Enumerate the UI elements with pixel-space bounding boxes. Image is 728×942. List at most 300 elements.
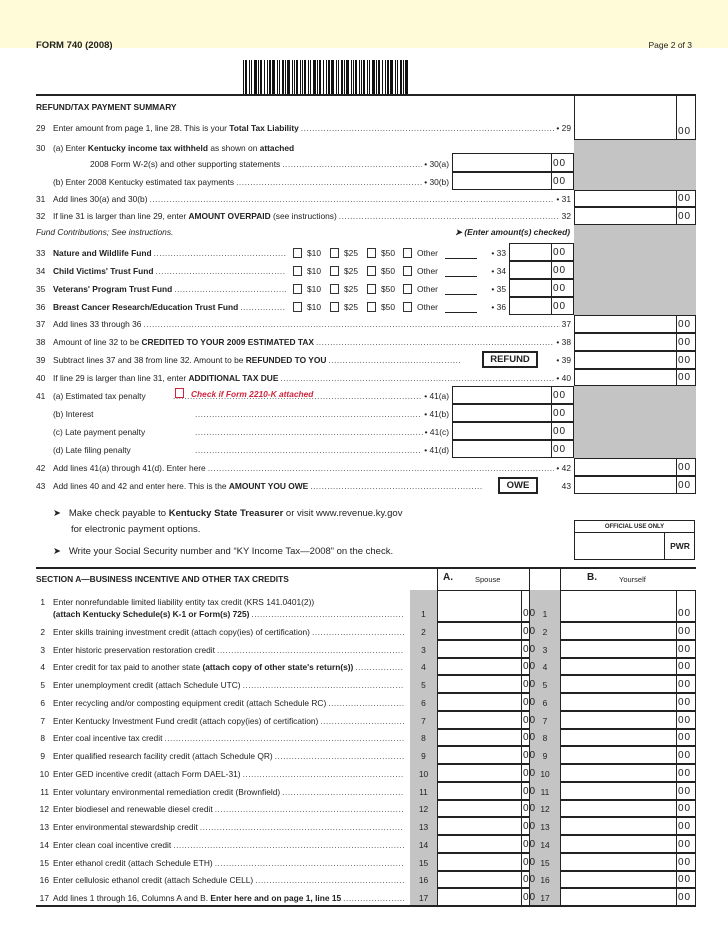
leader-dots [143, 318, 559, 330]
text-segment: Enter historic preservation restoration credit [53, 644, 215, 655]
cents-value: 00 [553, 283, 567, 294]
text-segment: Add lines 40 and 42 and enter here. This is the [53, 481, 229, 491]
cents-value: 00 [678, 355, 692, 366]
amount-field-line-43[interactable] [574, 476, 696, 494]
leader-dots [301, 122, 555, 134]
line-number: 40 [36, 373, 46, 383]
text-segment: 2008 Form W-2(s) and other supporting statements [90, 159, 281, 169]
section-a-col-b-line-5[interactable] [560, 675, 696, 693]
line-number: 31 [36, 194, 46, 204]
cents-divider [521, 800, 522, 818]
cents-value: 00 [678, 732, 692, 744]
text-segment: Add lines 1 through 16, Columns A and B. [53, 893, 211, 903]
line-number: 6 [40, 697, 45, 708]
col-a-line-number: 2 [421, 626, 426, 637]
cents-value: 00 [523, 856, 537, 868]
fund-option-label: $50 [381, 284, 395, 294]
line-text [53, 372, 278, 384]
fund-option-label: $25 [344, 284, 358, 294]
amount-field-line-30a[interactable] [452, 153, 574, 172]
section-a-col-b-line-4[interactable] [560, 658, 696, 676]
cents-divider [521, 888, 522, 906]
official-use-title: OFFICIAL USE ONLY [575, 521, 694, 533]
leader-dots [164, 732, 404, 744]
section-a-bottom-rule [36, 905, 696, 907]
line-number: 13 [39, 822, 49, 832]
fund-36-checkbox-50[interactable] [367, 302, 376, 312]
fund-other-amount-field[interactable] [445, 312, 477, 313]
fund-option-label: $50 [381, 302, 395, 312]
col-b-line-number: 17 [540, 893, 550, 903]
form-title: FORM 740 (2008) [36, 40, 113, 51]
summary-line-41d [53, 444, 449, 456]
barcode-bar [346, 60, 349, 96]
section-a-col-b-line-12[interactable] [560, 800, 696, 818]
text-segment: Breast Cancer Research/Education Trust Fund [53, 302, 239, 312]
leader-dots [275, 750, 404, 762]
fund-33-checkbox-50[interactable] [367, 248, 376, 258]
cents-divider [551, 297, 552, 315]
cents-divider [676, 351, 677, 369]
section-a-col-a-line-1[interactable] [437, 590, 537, 622]
col-b-line-number: 16 [540, 875, 550, 886]
fund-enter-text: (Enter amount(s) checked) [464, 227, 570, 237]
fund-36-checkbox-other[interactable] [403, 302, 412, 312]
text-segment: ADDITIONAL TAX DUE [188, 373, 279, 383]
section-a-col-a-line-7[interactable] [437, 711, 537, 729]
amount-field-line-37[interactable] [574, 315, 696, 333]
section-a-col-a-line-6[interactable] [437, 693, 537, 711]
fund-option-label: $25 [344, 248, 358, 258]
cents-value: 00 [523, 821, 537, 832]
leader-dots [282, 158, 422, 170]
line-number: 15 [39, 857, 49, 868]
col-a-line-number: 10 [418, 768, 429, 779]
text-segment: Enter clean coal incentive credit [53, 839, 172, 850]
barcode-bar [363, 60, 365, 96]
barcode-bar [376, 60, 377, 96]
fund-note: Fund Contributions; See instructions. [36, 227, 174, 237]
section-a-col-a-line-10[interactable] [437, 764, 537, 782]
col-b-line-number: 2 [542, 626, 548, 637]
line-number: 9 [40, 751, 45, 761]
amount-field-line-36[interactable] [509, 297, 574, 315]
barcode-bar [287, 60, 290, 96]
barcode-bar [302, 60, 303, 96]
col-a-line-number: 1 [421, 609, 426, 619]
barcode-bar [254, 60, 257, 96]
fund-other-amount-field[interactable] [445, 276, 477, 277]
line-text [53, 857, 213, 869]
fund-option-label: $25 [344, 266, 358, 276]
payment-note-1b: for electronic payment options. [71, 524, 201, 535]
summary-line-31 [36, 193, 571, 205]
cents-divider [521, 835, 522, 853]
leader-dots [195, 408, 422, 420]
amount-field-line-38[interactable] [574, 333, 696, 351]
leader-dots [243, 768, 404, 780]
line-ref-32: 32 [561, 211, 571, 221]
fund-33-checkbox-other[interactable] [403, 248, 412, 258]
barcode-bar [296, 60, 298, 96]
text-segment: Enter cellulosic ethanol credit (attach Schedule CELL) [53, 875, 254, 886]
line-text [53, 390, 171, 402]
line-text [53, 247, 152, 259]
section-a-col-b-line-2[interactable] [560, 622, 696, 640]
fund-option-label: $50 [381, 266, 395, 276]
barcode-bar [390, 60, 393, 96]
line-number: 37 [36, 319, 46, 329]
text-segment: Enter skills training investment credit (attach copy(ies) of certification) [53, 626, 310, 637]
section-a-col-b-line-1[interactable] [560, 590, 696, 622]
text-segment: Subtract lines 37 and 38 from line 32. Amount to be [53, 355, 246, 365]
section-a-col-a-line-4[interactable] [437, 658, 537, 676]
cents-value: 00 [553, 408, 567, 419]
leader-dots [195, 426, 423, 438]
barcode-bar [317, 60, 318, 96]
cents-value: 00 [678, 696, 692, 708]
cents-value: 00 [678, 126, 692, 137]
shaded-area [574, 140, 696, 190]
barcode-bar [387, 60, 389, 96]
amount-field-line-42[interactable] [574, 458, 696, 476]
cents-divider [521, 711, 522, 729]
cents-value: 00 [678, 767, 692, 779]
line-ref-38: • 38 [556, 337, 571, 347]
line-text [53, 426, 193, 438]
section-a-col-a-line-16[interactable] [437, 871, 537, 889]
text-segment: Enter qualified research facility credit (attach Schedule QR) [53, 751, 273, 761]
line-number: 32 [36, 211, 46, 221]
barcode-bar [341, 60, 343, 96]
fund-35-checkbox-50[interactable] [367, 284, 376, 294]
text-segment: Add lines 33 through 36 [53, 319, 142, 329]
fund-34-checkbox-50[interactable] [367, 266, 376, 276]
section-a-col-b-line-15[interactable] [560, 853, 696, 871]
text-segment: Enter nonrefundable limited liability entity tax credit (KRS 141.0401(2)) [53, 597, 315, 607]
fund-option-label: Other [417, 266, 438, 276]
line-number: 41 [36, 391, 46, 401]
payment-note-1 [53, 506, 402, 522]
barcode-bar [344, 60, 345, 96]
section-a-col-a-line-13[interactable] [437, 817, 537, 835]
section-a-col-a-line-8[interactable] [437, 729, 537, 747]
shaded-area [574, 225, 696, 315]
col-b-line-number: 7 [542, 715, 548, 726]
line-number: 7 [40, 715, 45, 726]
amount-field-line-41d[interactable] [452, 440, 574, 458]
cents-divider [521, 658, 522, 676]
line-number: 39 [36, 355, 46, 365]
refund-label: REFUND [482, 351, 538, 368]
barcode-bar [258, 60, 259, 96]
section-a-col-b-line-16[interactable] [560, 871, 696, 889]
text-segment: Total Tax Liability [229, 123, 299, 133]
amount-field-line-33[interactable] [509, 243, 574, 261]
line-text [53, 786, 280, 798]
line-text [53, 768, 241, 780]
line-number: 5 [40, 680, 45, 690]
section-a-col-a-line-12[interactable] [437, 800, 537, 818]
section-a-line-10 [36, 768, 406, 780]
leader-dots [316, 336, 554, 348]
cents-value: 00 [678, 803, 692, 815]
leader-dots [154, 247, 286, 259]
line-number: 43 [36, 481, 46, 491]
section-a-line-5 [36, 679, 406, 691]
text-segment: (b) Interest [53, 409, 94, 419]
fund-34-checkbox-25[interactable] [330, 266, 339, 276]
cents-divider [676, 764, 677, 782]
cents-divider [521, 871, 522, 889]
summary-line-34 [36, 265, 288, 277]
section-a-line-9 [36, 750, 406, 762]
fund-35-checkbox-25[interactable] [330, 284, 339, 294]
amount-field-line-39[interactable] [574, 351, 696, 369]
amount-field-line-41a[interactable] [452, 386, 574, 404]
barcode-bar [338, 60, 339, 96]
section-a-col-a-line-17[interactable] [437, 888, 537, 906]
section-a-col-a-line-9[interactable] [437, 746, 537, 764]
cents-value: 00 [523, 608, 537, 619]
cents-divider [676, 817, 677, 835]
section-a-col-a-line-2[interactable] [437, 622, 537, 640]
line-number: 35 [36, 284, 46, 294]
section-a-line-2 [36, 626, 406, 638]
barcode-bar [243, 60, 244, 96]
line-ref-41c: • 41(c) [424, 427, 449, 437]
cents-divider [521, 675, 522, 693]
amount-field-line-30b[interactable] [452, 172, 574, 190]
cents-divider [551, 261, 552, 279]
line-text [53, 408, 193, 420]
cents-value: 00 [678, 643, 692, 655]
text-segment: AMOUNT OVERPAID [188, 211, 271, 221]
cents-value: 00 [678, 661, 692, 673]
summary-line-30h [36, 142, 360, 154]
section-a-line-3 [36, 644, 406, 656]
amount-field-line-41b[interactable] [452, 404, 574, 422]
section-a-col-a-line-3[interactable] [437, 640, 537, 658]
owe-label: OWE [498, 477, 538, 494]
text-segment: Enter ethanol credit (attach Schedule ETH) [53, 857, 213, 868]
barcode-bar [269, 60, 271, 96]
summary-line-40 [36, 372, 571, 384]
cents-divider [551, 404, 552, 422]
cents-divider [521, 729, 522, 747]
fund-35-checkbox-other[interactable] [403, 284, 412, 294]
section-a-col-b-line-13[interactable] [560, 817, 696, 835]
fund-other-amount-field[interactable] [445, 294, 477, 295]
page-number: Page 2 of 3 [648, 40, 692, 50]
cents-divider [676, 207, 677, 225]
barcode-bar [279, 60, 280, 96]
barcode-bar [405, 60, 408, 96]
cents-divider [521, 746, 522, 764]
amount-field-line-32[interactable] [574, 207, 696, 225]
section-a-col-a-line-14[interactable] [437, 835, 537, 853]
line-number: 30 [36, 143, 46, 153]
leader-dots [155, 265, 286, 277]
section-a-col-a-line-5[interactable] [437, 675, 537, 693]
section-a-col-b-line-14[interactable] [560, 835, 696, 853]
section-a-col-b-line-8[interactable] [560, 729, 696, 747]
line-number: 12 [39, 804, 49, 815]
barcode-bar [267, 60, 268, 96]
leader-dots [328, 354, 461, 366]
line-text [53, 626, 310, 638]
fund-option-label: $10 [307, 284, 321, 294]
fund-option-label: Other [417, 248, 438, 258]
text-segment: Enter credit for tax paid to another state [53, 662, 203, 673]
line-text [53, 821, 198, 833]
text-segment: Enter environmental stewardship credit [53, 822, 198, 832]
cents-value: 00 [678, 714, 692, 726]
leader-dots [236, 176, 422, 188]
fund-36-checkbox-25[interactable] [330, 302, 339, 312]
cents-divider [676, 622, 677, 640]
section-a-col-b-line-6[interactable] [560, 693, 696, 711]
cents-value: 00 [678, 785, 692, 797]
text-segment: attached [259, 143, 295, 153]
col-a-line-number: 8 [421, 733, 426, 744]
cents-value: 00 [553, 176, 567, 187]
barcode-bar [308, 60, 309, 96]
payment-note-2-text: Write your Social Security number and “KY Income Tax—2008” on the check. [68, 546, 394, 557]
text-segment: or visit www.revenue.ky.gov [283, 508, 403, 519]
barcode-bar [264, 60, 265, 96]
official-use-code: PWR [664, 533, 695, 559]
barcode-bar [331, 60, 334, 96]
cents-divider [551, 172, 552, 190]
line-text [53, 142, 294, 154]
form-2210k-checkbox[interactable] [175, 388, 184, 398]
section-a-col-b-line-3[interactable] [560, 640, 696, 658]
cents-divider [551, 386, 552, 404]
cents-divider [551, 243, 552, 261]
barcode-bar [397, 60, 398, 96]
cents-divider [521, 817, 522, 835]
fund-34-checkbox-other[interactable] [403, 266, 412, 276]
barcode-bar [326, 60, 327, 96]
amount-field-line-29[interactable] [574, 95, 696, 140]
text-segment: Enter unemployment credit (attach Schedule UTC) [53, 680, 241, 690]
leader-dots [355, 661, 404, 673]
text-segment: CREDITED TO YOUR 2009 ESTIMATED TAX [141, 337, 314, 347]
section-a-line-13 [36, 821, 406, 833]
section-a-col-b-line-17[interactable] [560, 888, 696, 906]
fund-33-checkbox-10[interactable] [293, 248, 302, 258]
text-segment: (d) Late filing penalty [53, 445, 131, 455]
text-segment: (a) Enter [53, 143, 88, 153]
col-b-line-number: 9 [542, 751, 548, 761]
text-segment: (b) Enter 2008 Kentucky estimated tax payments [53, 177, 235, 187]
line-ref-31: • 31 [556, 194, 571, 204]
col-a-letter: A. [443, 572, 453, 583]
leader-dots [312, 626, 404, 638]
cents-value: 00 [553, 390, 567, 401]
cents-divider [676, 190, 677, 207]
barcode-bar [403, 60, 404, 96]
cents-divider [676, 853, 677, 871]
shaded-area [574, 386, 696, 458]
line-text [53, 193, 148, 205]
line-number: 38 [36, 337, 46, 347]
section-a-line-16 [36, 874, 406, 886]
fund-34-checkbox-10[interactable] [293, 266, 302, 276]
section-a-col-b-line-7[interactable] [560, 711, 696, 729]
amount-field-line-40[interactable] [574, 369, 696, 386]
section-a-col-b-line-9[interactable] [560, 746, 696, 764]
summary-line-41c [53, 426, 449, 438]
cents-divider [676, 729, 677, 747]
barcode-bar [395, 60, 396, 96]
line-ref-33: • 33 [491, 248, 506, 258]
col-b-line-number: 12 [540, 804, 550, 815]
cents-value: 00 [523, 767, 537, 779]
barcode-bar [272, 60, 275, 96]
text-segment: Child Victims' Trust Fund [53, 266, 154, 276]
cents-value: 00 [553, 265, 567, 276]
leader-dots [217, 644, 404, 656]
cents-divider [551, 440, 552, 458]
section-a-col-b-line-10[interactable] [560, 764, 696, 782]
col-a-line-number: 15 [418, 857, 429, 868]
amount-field-line-31[interactable] [574, 190, 696, 207]
leader-dots [343, 892, 404, 904]
line-text [53, 462, 206, 474]
fund-option-label: $50 [381, 248, 395, 258]
line-number: 11 [40, 786, 49, 797]
cents-value: 00 [523, 803, 537, 815]
amount-field-line-35[interactable] [509, 279, 574, 297]
col-a-line-number: 13 [418, 822, 429, 832]
col-b-label: Yourself [619, 575, 646, 584]
barcode-bar [304, 60, 306, 96]
col-b-line-number: 8 [542, 733, 548, 744]
col-a-line-number: 17 [418, 893, 429, 903]
text-segment: (attach copy of other state's return(s)) [202, 662, 354, 673]
barcode-bar [359, 60, 360, 96]
fund-enter-note [420, 227, 570, 237]
cents-value: 00 [678, 874, 692, 886]
fund-35-checkbox-10[interactable] [293, 284, 302, 294]
leader-dots [215, 857, 404, 869]
text-segment: If line 29 is larger than line 31, enter [53, 373, 189, 383]
section-a-col-a-line-15[interactable] [437, 853, 537, 871]
text-segment: Enter voluntary environmental remediation credit (Brownfield) [53, 786, 281, 797]
line-ref-41a: • 41(a) [424, 391, 449, 401]
line-number: 3 [40, 644, 45, 655]
fund-36-checkbox-10[interactable] [293, 302, 302, 312]
text-segment: Enter here and on page 1, line 15 [210, 893, 342, 903]
fund-33-checkbox-25[interactable] [330, 248, 339, 258]
col-b-line-number: 1 [542, 609, 548, 619]
barcode-bar [323, 60, 324, 96]
section-a-col-b-line-11[interactable] [560, 782, 696, 800]
amount-field-line-34[interactable] [509, 261, 574, 279]
cents-value: 00 [553, 158, 567, 169]
fund-other-amount-field[interactable] [445, 258, 477, 259]
text-segment: Enter Kentucky Investment Fund credit (attach copy(ies) of certification) [53, 715, 319, 726]
leader-dots [150, 193, 555, 205]
section-a-col-a-line-11[interactable] [437, 782, 537, 800]
col-b-line-number: 5 [542, 680, 548, 690]
cents-value: 00 [523, 696, 537, 708]
line-number: 33 [36, 248, 46, 258]
amount-field-line-41c[interactable] [452, 422, 574, 440]
cents-value: 00 [523, 679, 537, 690]
